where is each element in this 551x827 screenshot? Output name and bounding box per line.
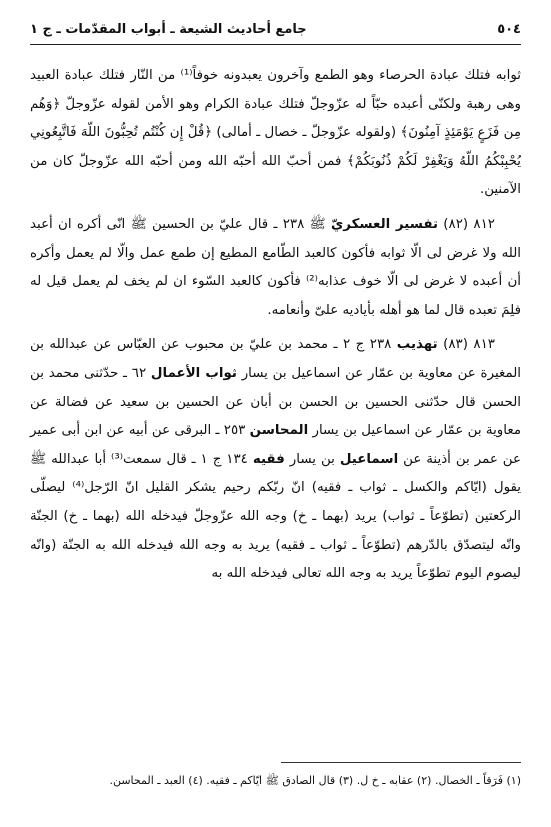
entry-number: ٨١٢ (٨٢) — [443, 216, 495, 232]
source-title: تفسير العسكريّ — [331, 216, 438, 232]
hadith-entry-812 — [30, 211, 521, 325]
entry-text: ٦٢ ـ حدّثنى محمد بن الحسن قال حدّثنى الحسين بن الحسن بن أبان عن الحسين بن سعيد عن فضالة عن معاوية بن عمّار عن اسماعيل بن يسار — [30, 365, 521, 439]
entry-text: انّى أكره ان أعبد الله ولا غرض لى الّا ثوابه فأكون كالعبد الطّامع المطيع إن طمع عمل والّا لم يعمل وأكره أن أعبده لا غرض لى الّا خوف عذابه⁽²⁾ فأكون كالعبد السّوء ان لم يخف لم يعمل قيل له فلِمَ تعبده قال لما هو أهله بأياديه علىّ وأنعامه. — [30, 216, 521, 318]
entry-intro: ﷺ ٢٣٨ ـ قال عليّ بن الحسين ﷺ — [130, 216, 326, 232]
header-rule — [30, 44, 521, 45]
source-title: فقيه — [252, 451, 285, 467]
entry-number: ٨١٣ (٨٣) — [443, 337, 495, 353]
main-text — [30, 62, 521, 589]
source-title: تهذيب — [396, 337, 438, 353]
source-title: المحاسن — [249, 423, 309, 439]
page-header — [30, 22, 521, 37]
footnote-rule — [281, 762, 521, 763]
source-title: ثواب الأعمال — [150, 365, 237, 381]
hadith-entry-813 — [30, 331, 521, 588]
footnotes: (١) فَرَقاً ـ الخصال. (٢) عقابه ـ خ ل. (٣) قال الصادق ﷺ ايّاكم ـ فقيه. (٤) العبد ـ المحاسن. — [109, 774, 521, 787]
narrator-name: اسماعيل — [339, 451, 399, 467]
entry-text: ٢٣٨ ج ٢ ـ محمد بن عليّ بن محبوب عن العبّاس عن عبدالله بن المغيرة عن معاوية بن عمّار عن اسماعيل بن يسار — [30, 337, 521, 381]
entry-text: ٢٥٣ ـ البرقى عن أبيه عن ابن أبى عمير عن عمر بن أذينة عن — [30, 423, 521, 467]
running-title: جامع أحاديث الشيعة ـ أبواب المقدّمات ـ ج ١ — [30, 22, 307, 37]
paragraph-continuation: ثوابه فتلك عبادة الحرصاء وهو الطمع وآخرون يعبدونه خوفاً⁽¹⁾ من النّار فتلك عبادة العبيد وهى رهبة ولكنّى أعبده حبّاً له عزّوجلّ فتلك عبادة الكرام وهو الأمن لقوله عزّوجلّ ﴿وَهُم مِن فَزَعٍ يَوْمَئِذٍ آمِنُونَ﴾ (ولقوله عزّوجلّ ـ خصال ـ أمالى) ﴿قُلْ إِن كُنْتُم تُحِبُّونَ اللّهَ فَاتَّبِعُونِي يُحْبِبْكُمُ اللّهُ وَيَغْفِرْ لَكُمْ ذُنُوبَكُمْ﴾ فمن أحبّ الله أحبّه الله ومن أحبّه الله عزّوجلّ كان من الآمنين. — [30, 68, 521, 198]
entry-text: بن يسار — [289, 451, 335, 467]
entry-text: ١٣٤ ج ١ ـ قال سمعت⁽³⁾ أبا عبدالله ﷺ يقول (ايّاكم والكسل ـ ثواب ـ فقيه) انّ ربّكم رحيم يشكر القليل انّ الرّجل⁽⁴⁾ ليصلّى الركعتين (تطوّعاً ـ ثواب) يريد (بهما ـ خ) وجه الله عزّوجلّ فيدخله الله (بهما ـ خ) الجنّة وانّه ليتصدّق بالدّرهم (تطوّعاً ـ ثواب ـ فقيه) يريد به وجه الله فيدخله الله به الجنّة (وانّه ليصوم اليوم تطوّعاً يريد به وجه الله تعالى فيدخله الله به — [30, 451, 521, 582]
page-number: ٥٠٤ — [497, 22, 521, 37]
